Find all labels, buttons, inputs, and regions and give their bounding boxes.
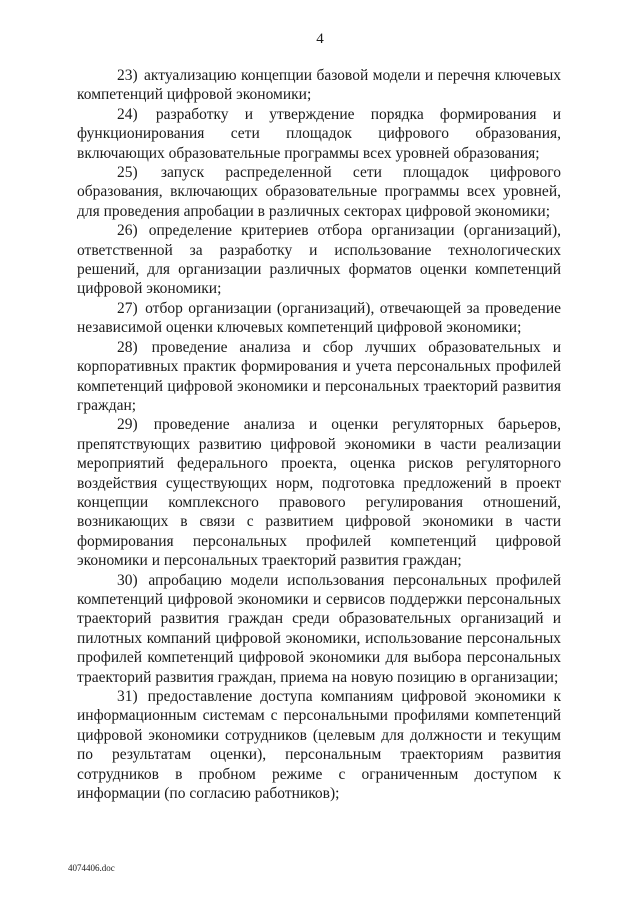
item-number: 23) [117,67,138,84]
item-number: 26) [117,222,138,240]
item-text: разработку и утверждение порядка формирования и функционирования сети площадок цифрового образования, включающих образовательные программы всех уровней образования; [77,105,562,162]
list-item [77,163,561,221]
item-number: 29) [117,416,138,434]
list-item [77,299,561,338]
page-number: 4 [316,31,324,47]
footer-doc-code: 4074406.doc [68,863,115,873]
item-number: 30) [117,571,138,589]
item-text: предоставление доступа компаниям цифровой экономики к информационным системам с персональными профилями компетенций цифровой экономики сотрудников (целевым для должности и текущим по результатам оценки), персональным траекториям развития сотрудников в пробном режиме с ограниченным доступом к информации (по согласию работников); [77,688,561,803]
list-item [77,66,561,105]
item-number: 27) [117,299,138,317]
item-number: 25) [117,164,138,182]
list-item [77,571,561,687]
item-number: 28) [117,338,138,356]
list-item [77,221,561,299]
item-text: отбор организации (организаций), отвечающей за проведение независимой оценки ключевых компетенций цифровой экономики; [77,299,561,337]
list-item [77,105,561,163]
item-text: апробацию модели использования персональных профилей компетенций цифровой экономики и сервисов поддержки персональных траекторий развития граждан среди образовательных организаций и пилотных компаний цифровой экономики, использование персональных профилей компетенций цифровой экономики для выбора персональных траекторий развития граждан, приема на новую позицию в организации; [77,571,561,686]
item-number: 31) [117,688,138,705]
item-text: определение критериев отбора организации (организаций), ответственной за разработку и использование технологических решений, для организации различных форматов оценки компетенций цифровой экономики; [77,222,561,298]
list-item [77,415,561,570]
item-text: запуск распределенной сети площадок цифрового образования, включающих образовательные программы всех уровней, для проведения апробации в различных секторах цифровой экономики; [77,164,562,220]
item-number: 24) [117,105,138,123]
list-item [77,338,561,416]
item-text: проведение анализа и сбор лучших образовательных и корпоративных практик формирования и учета персональных профилей компетенций цифровой экономики и персональных траекторий развития граждан; [77,338,561,414]
item-text: проведение анализа и оценки регуляторных барьеров, препятствующих развитию цифровой экономики в части реализации мероприятий федерального проекта, оценка рисков регуляторного воздействия существующих норм, подготовка предложений в проект концепции комплексного правового регулирования отношений, возникающих в связи с развитием цифровой экономики в части формирования персональных профилей компетенций цифровой экономики и персональных траекторий развития граждан; [77,416,562,570]
document-body [77,66,561,803]
list-item [77,687,561,803]
item-text: актуализацию концепции базовой модели и перечня ключевых компетенций цифровой экономики; [77,67,561,104]
